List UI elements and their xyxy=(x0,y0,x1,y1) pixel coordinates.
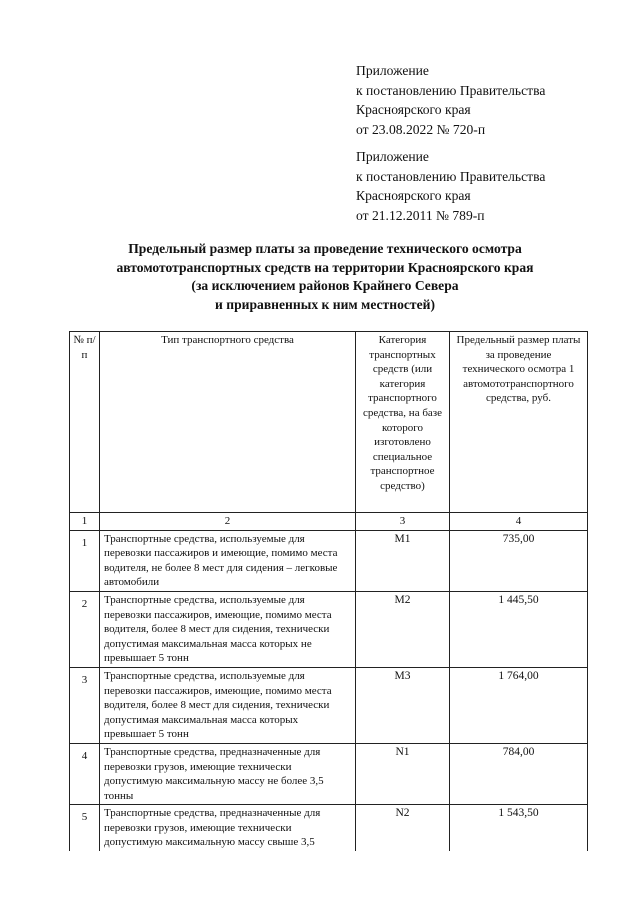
page-bottom-margin xyxy=(0,851,640,905)
row-category: М2 xyxy=(356,591,450,667)
annex-region: Красноярского края xyxy=(356,188,471,203)
row-price: 1 445,50 xyxy=(450,591,588,667)
row-category: N1 xyxy=(356,743,450,804)
document-title xyxy=(60,240,590,314)
row-price: 1 764,00 xyxy=(450,667,588,743)
annex-reference: к постановлению Правительства xyxy=(356,82,546,98)
annex-label: Приложение xyxy=(356,149,429,164)
row-vehicle-type: Транспортные средства, предназначенные для перевозки грузов, имеющие технически допустимую максимальную массу не более 3,5 тонны xyxy=(100,743,356,804)
row-number: 3 xyxy=(70,667,100,743)
row-category: М1 xyxy=(356,530,450,591)
table-row xyxy=(70,805,588,852)
table-row xyxy=(70,591,588,667)
header-max-fee: Предельный размер платы за проведение технического осмотра 1 автомототранспортного средства, руб. xyxy=(450,332,588,513)
header-number: № п/п xyxy=(70,332,100,513)
row-number: 1 xyxy=(70,530,100,591)
title-line: автомототранспортных средств на территории Красноярского края xyxy=(116,259,534,275)
column-number: 3 xyxy=(356,513,450,531)
title-line: Предельный размер платы за проведение технического осмотра xyxy=(128,241,522,256)
column-number: 1 xyxy=(70,513,100,531)
row-category: N2 xyxy=(356,805,450,852)
annex-date-number: от 23.08.2022 № 720-п xyxy=(356,121,486,137)
annex-reference: к постановлению Правительства xyxy=(356,168,546,184)
annex-header-original xyxy=(356,147,545,225)
column-number: 2 xyxy=(100,513,356,531)
column-numbers-row xyxy=(70,513,588,531)
title-line: и приравненных к ним местностей) xyxy=(215,296,435,312)
column-number: 4 xyxy=(450,513,588,531)
table-header-row xyxy=(70,332,588,513)
row-number: 4 xyxy=(70,743,100,804)
table-row xyxy=(70,667,588,743)
row-category: М3 xyxy=(356,667,450,743)
header-vehicle-type: Тип транспортного средства xyxy=(100,332,356,513)
row-price: 784,00 xyxy=(450,743,588,804)
row-vehicle-type: Транспортные средства, предназначенные для перевозки грузов, имеющие технически допустимую максимальную массу свыше 3,5 xyxy=(100,805,356,852)
table-row xyxy=(70,530,588,591)
fee-table xyxy=(69,331,588,852)
header-category: Категория транспортных средств (или категория транспортного средства, на базе которого изготовлено специальное транспортное средство) xyxy=(356,332,450,513)
annex-date-number: от 21.12.2011 № 789-п xyxy=(356,207,485,223)
annex-label: Приложение xyxy=(356,63,429,78)
title-line: (за исключением районов Крайнего Севера xyxy=(191,278,459,293)
annex-region: Красноярского края xyxy=(356,102,471,117)
row-vehicle-type: Транспортные средства, используемые для перевозки пассажиров и имеющие, помимо места водителя, не более 8 мест для сидения – легковые автомобили xyxy=(100,530,356,591)
row-vehicle-type: Транспортные средства, используемые для перевозки пассажиров, имеющие, помимо места водителя, более 8 мест для сидения, технически допустимая максимальная масса которых превышает 5 тонн xyxy=(100,667,356,743)
annex-header-current xyxy=(356,61,545,139)
row-number: 2 xyxy=(70,591,100,667)
row-price: 735,00 xyxy=(450,530,588,591)
table-row xyxy=(70,743,588,804)
row-price: 1 543,50 xyxy=(450,805,588,852)
row-vehicle-type: Транспортные средства, используемые для перевозки пассажиров, имеющие, помимо места водителя, более 8 мест для сидения, технически допустимая максимальная масса которых не превышает 5 тонн xyxy=(100,591,356,667)
row-number: 5 xyxy=(70,805,100,852)
